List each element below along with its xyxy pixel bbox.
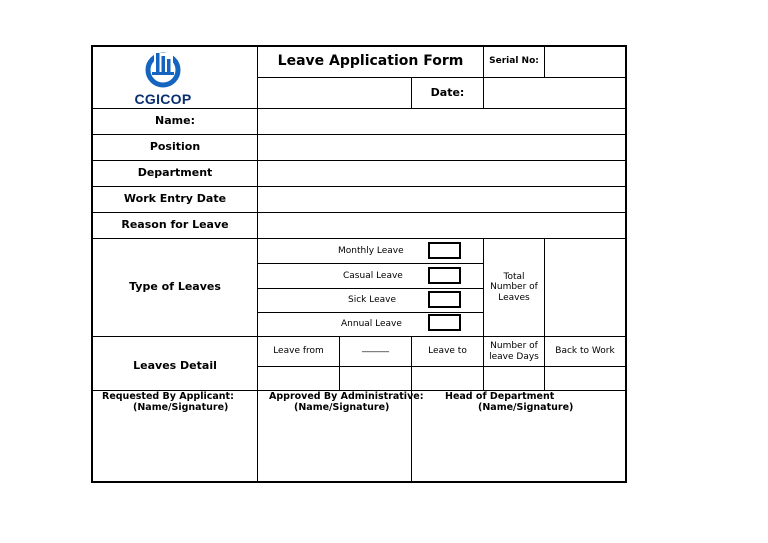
- name-label: Name:: [155, 114, 195, 128]
- form-title: Leave Application Form: [277, 53, 464, 70]
- date-label: Date:: [430, 85, 465, 99]
- number-of-days-field[interactable]: [484, 367, 544, 390]
- back-to-work-field[interactable]: [545, 367, 625, 390]
- total-number-of-leaves-label: [484, 239, 544, 336]
- head-signature-sub: (Name/Signature): [478, 401, 574, 413]
- leave-option-casual: Casual Leave: [343, 270, 403, 281]
- head-signature-title: Head of Department: [445, 391, 555, 402]
- position-label: Position: [149, 140, 201, 154]
- total-line-2: Number of: [490, 282, 538, 293]
- leave-option-sick: Sick Leave: [348, 295, 397, 306]
- days-line-2: leave Days: [489, 351, 539, 362]
- applicant-signature-block[interactable]: [102, 392, 234, 414]
- applicant-signature-title: Requested By Applicant:: [102, 391, 234, 402]
- reason-for-leave-label: Reason for Leave: [121, 218, 229, 232]
- number-of-leave-days-label: [484, 337, 544, 366]
- date-field[interactable]: [484, 78, 625, 108]
- administrative-signature-title: Approved By Administrative:: [269, 391, 424, 402]
- serial-no-field[interactable]: [545, 46, 625, 77]
- leave-option-annual: Annual Leave: [341, 319, 402, 330]
- leave-to-label: Leave to: [428, 346, 467, 357]
- name-field[interactable]: [258, 109, 625, 134]
- dash-field[interactable]: [340, 367, 411, 390]
- work-entry-date-label: Work Entry Date: [123, 192, 227, 206]
- department-label: Department: [137, 166, 213, 180]
- position-field[interactable]: [258, 135, 625, 160]
- date-blank-field[interactable]: [258, 78, 411, 108]
- leave-to-field[interactable]: [412, 367, 483, 390]
- date-dash: ______: [362, 343, 389, 354]
- total-line-1: Total: [503, 271, 525, 282]
- leave-from-label: Leave from: [273, 346, 324, 357]
- leave-option-monthly: Monthly Leave: [338, 245, 404, 256]
- total-number-of-leaves-field[interactable]: [545, 239, 625, 336]
- annual-leave-checkbox[interactable]: [428, 314, 461, 331]
- type-of-leaves-label: Type of Leaves: [129, 280, 221, 294]
- sick-leave-checkbox[interactable]: [428, 291, 461, 308]
- department-field[interactable]: [258, 161, 625, 186]
- back-to-work-label: Back to Work: [555, 346, 615, 357]
- border-bottom: [91, 481, 627, 483]
- applicant-signature-sub: (Name/Signature): [133, 401, 229, 413]
- company-name: CGICOP: [134, 91, 192, 107]
- leaves-detail-label: Leaves Detail: [133, 359, 217, 373]
- reason-for-leave-field[interactable]: [258, 213, 625, 238]
- leave-from-field[interactable]: [258, 367, 339, 390]
- work-entry-date-field[interactable]: [258, 187, 625, 212]
- monthly-leave-checkbox[interactable]: [428, 242, 461, 259]
- days-line-1: Number of: [490, 341, 538, 352]
- administrative-signature-sub: (Name/Signature): [294, 401, 390, 413]
- total-line-3: Leaves: [498, 292, 530, 303]
- head-of-department-signature-block[interactable]: [445, 392, 573, 414]
- border-right: [625, 45, 627, 483]
- serial-no-label: Serial No:: [489, 56, 539, 67]
- casual-leave-checkbox[interactable]: [428, 267, 461, 284]
- administrative-signature-block[interactable]: [269, 392, 424, 414]
